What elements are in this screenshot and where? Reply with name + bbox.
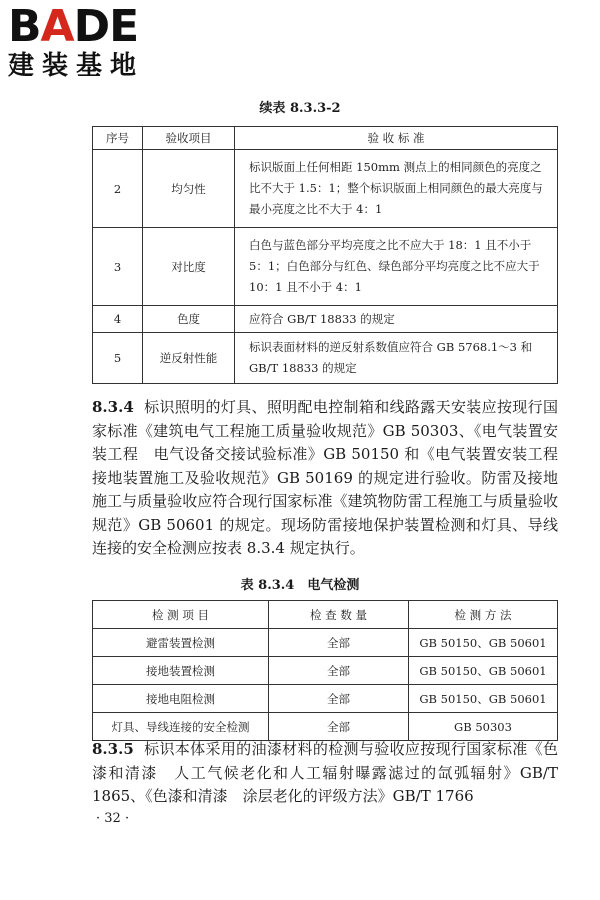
table-row [93,150,558,228]
page-number: · 32 · [96,811,130,826]
acceptance-table [92,126,558,384]
row-standard: 标识表面材料的逆反射系数值应符合 GB 5768.1～3 和 GB/T 18833 的规定 [235,333,558,384]
clause-number: 8.3.5 [92,740,134,758]
header-standard: 验 收 标 准 [235,127,558,150]
clause-8-3-4 [92,396,558,561]
row-standard: 白色与蓝色部分平均亮度之比不应大于 18：1 且不小于 5：1；白色部分与红色、绿色部分平均亮度之比不应大于 10：1 且不小于 4：1 [235,228,558,306]
table-row [93,306,558,333]
row-method: GB 50150、GB 50601 [409,685,558,713]
logo-wordmark: BADE [8,1,139,52]
row-quantity: 全部 [269,657,409,685]
row-quantity: 全部 [269,713,409,741]
table-row [93,228,558,306]
table-row [93,629,558,657]
table1-caption: 续表 8.3.3-2 [259,101,341,116]
row-standard: 标识版面上任何相距 150mm 测点上的相同颜色的亮度之比不大于 1.5：1；整个标识版面上相同颜色的最大亮度与最小亮度之比不大于 4：1 [235,150,558,228]
clause-number: 8.3.4 [92,398,134,416]
bade-logo [8,1,178,88]
logo-subtitle: 建装基地 [8,51,145,81]
row-quantity: 全部 [269,685,409,713]
header-test-item: 检 测 项 目 [93,601,269,629]
row-test-item: 接地电阻检测 [93,685,269,713]
header-method: 检 测 方 法 [409,601,558,629]
table-header-row [93,601,558,629]
row-no: 3 [93,228,143,306]
row-item: 逆反射性能 [143,333,235,384]
row-method: GB 50150、GB 50601 [409,629,558,657]
row-method: GB 50150、GB 50601 [409,657,558,685]
row-no: 4 [93,306,143,333]
row-method: GB 50303 [409,713,558,741]
table-row [93,333,558,384]
clause-text: 标识本体采用的油漆材料的检测与验收应按现行国家标准《色漆和清漆 人工气候老化和人工辐射曝露滤过的氙弧辐射》GB/T 1865、《色漆和清漆 涂层老化的评级方法》GB/T 1766 [92,740,558,805]
row-item: 对比度 [143,228,235,306]
table-row [93,657,558,685]
clause-text: 标识照明的灯具、照明配电控制箱和线路露天安装应按现行国家标准《建筑电气工程施工质量验收规范》GB 50303、《电气装置安装工程 电气设备交接试验标准》GB 50150 和《电气装置安装工程接地装置施工及验收规范》GB 50169 的规定进行验收。防雷及接地施工与质量验收应符合现行国家标准《建筑物防雷工程施工与质量验收规范》GB 50601 的规定。现场防雷接地保护装置检测和灯具、导线连接的安全检测应按表 8.3.4 规定执行。 [92,398,558,557]
row-quantity: 全部 [269,629,409,657]
row-no: 5 [93,333,143,384]
table-header-row [93,127,558,150]
row-item: 色度 [143,306,235,333]
header-item: 验收项目 [143,127,235,150]
table-row [93,713,558,741]
table2-caption: 表 8.3.4 电气检测 [240,578,360,593]
row-test-item: 灯具、导线连接的安全检测 [93,713,269,741]
header-no: 序号 [93,127,143,150]
row-standard: 应符合 GB/T 18833 的规定 [235,306,558,333]
row-test-item: 接地装置检测 [93,657,269,685]
row-no: 2 [93,150,143,228]
table-row [93,685,558,713]
header-quantity: 检 查 数 量 [269,601,409,629]
clause-8-3-5 [92,738,558,809]
row-item: 均匀性 [143,150,235,228]
electrical-test-table [92,600,558,741]
row-test-item: 避雷装置检测 [93,629,269,657]
